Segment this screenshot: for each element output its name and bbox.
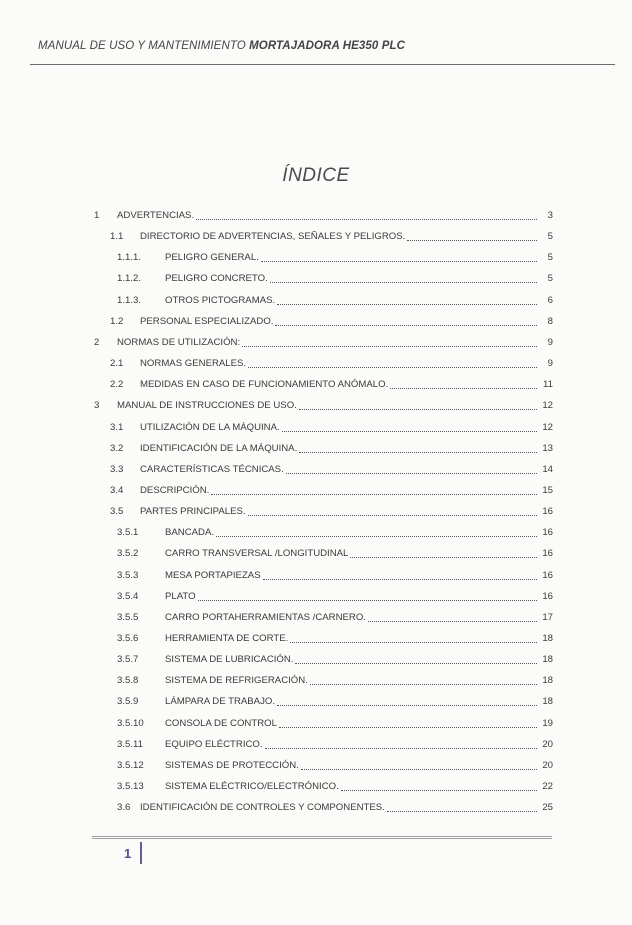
toc-label: SISTEMA DE REFRIGERACIÓN. (165, 675, 308, 687)
toc-page: 9 (547, 358, 553, 370)
toc-number: 3.4 (110, 484, 124, 496)
toc-leader-dots (261, 252, 537, 262)
toc-page: 16 (542, 569, 553, 581)
toc-leader-dots (299, 400, 537, 410)
toc-label: SISTEMA DE LUBRICACIÓN. (165, 654, 294, 666)
toc-leader-dots (279, 718, 537, 728)
toc-page: 3 (547, 210, 553, 221)
toc-row[interactable] (110, 379, 553, 395)
toc-page: 5 (547, 273, 553, 285)
toc-page: 14 (542, 463, 553, 475)
toc-row[interactable] (110, 463, 553, 480)
toc-number: 3.5.6 (117, 633, 139, 644)
toc-number: 1.1 (110, 231, 124, 243)
toc-row[interactable] (117, 654, 553, 670)
toc-number: 3.5.11 (117, 738, 143, 750)
toc-label: NORMAS DE UTILIZACIÓN: (117, 336, 241, 348)
document-header (38, 40, 598, 52)
toc-row[interactable] (110, 506, 553, 522)
toc-number: 3.5.3 (117, 569, 139, 581)
toc-page: 25 (542, 802, 553, 814)
toc-row[interactable] (94, 210, 553, 226)
toc-number: 3.5.5 (117, 611, 139, 623)
toc-leader-dots (310, 675, 537, 685)
toc-leader-dots (368, 612, 537, 622)
toc-row[interactable] (117, 273, 553, 289)
toc-leader-dots (277, 295, 537, 305)
toc-row[interactable] (117, 781, 553, 797)
toc-number: 3 (94, 400, 100, 412)
toc-row[interactable] (110, 421, 553, 438)
toc-number: 1.1.1. (117, 252, 142, 264)
toc-leader-dots (407, 231, 537, 241)
toc-leader-dots (341, 781, 537, 791)
toc-number: 3.5.13 (117, 781, 144, 793)
toc-page: 20 (542, 738, 553, 750)
toc-leader-dots (265, 739, 537, 749)
toc-label: LÁMPARA DE TRABAJO. (165, 696, 276, 708)
toc-page: 15 (542, 484, 553, 496)
toc-number: 3.1 (110, 421, 124, 433)
toc-title: ÍNDICE (282, 165, 350, 186)
toc-row[interactable] (117, 717, 553, 734)
toc-row[interactable] (117, 675, 553, 691)
toc-leader-dots (196, 210, 537, 220)
toc-label: NORMAS GENERALES. (140, 358, 247, 370)
toc-leader-dots (242, 337, 537, 347)
toc-number: 3.6 (117, 802, 131, 814)
toc-number: 3.5.8 (117, 675, 139, 687)
toc-leader-dots (198, 591, 537, 601)
toc-label: DESCRIPCIÓN. (140, 484, 210, 496)
toc-label: SISTEMAS DE PROTECCIÓN. (165, 759, 299, 771)
toc-leader-dots (282, 422, 537, 432)
toc-number: 3.2 (110, 442, 124, 454)
toc-row[interactable] (117, 569, 553, 586)
toc-page: 6 (547, 294, 553, 306)
toc-leader-dots (211, 485, 537, 495)
toc-number: 3.5.2 (117, 548, 139, 560)
toc-page: 11 (543, 379, 553, 391)
toc-number: 1.1.2. (117, 273, 142, 285)
toc-row[interactable] (117, 252, 553, 268)
toc-number: 3.5.7 (117, 654, 139, 666)
toc-leader-dots (248, 358, 537, 368)
toc-number: 3.5 (110, 506, 124, 518)
toc-number: 3.5.10 (117, 717, 144, 729)
toc-row[interactable] (117, 633, 553, 649)
header-prefix: MANUAL DE USO Y MANTENIMIENTO (38, 40, 250, 52)
toc-page: 17 (542, 611, 553, 623)
page-number-bar (140, 842, 142, 864)
toc-page: 16 (542, 548, 553, 560)
toc-page: 19 (542, 717, 553, 729)
toc-row[interactable] (110, 484, 553, 501)
toc-page: 18 (542, 675, 553, 687)
toc-label: BANCADA. (165, 527, 215, 539)
toc-row[interactable] (117, 548, 553, 564)
toc-page: 13 (542, 442, 553, 454)
toc-number: 2 (94, 336, 100, 348)
toc-row[interactable] (110, 442, 553, 459)
toc-row[interactable] (110, 315, 553, 332)
toc-label: MANUAL DE INSTRUCCIONES DE USO. (117, 400, 297, 412)
toc-page: 5 (547, 252, 553, 264)
toc-label: EQUIPO ELÉCTRICO. (165, 738, 263, 750)
toc-page: 9 (547, 336, 553, 348)
footer-rule (92, 836, 552, 839)
toc-leader-dots (387, 802, 537, 812)
toc-page: 12 (542, 400, 553, 412)
toc-number: 1 (94, 210, 100, 221)
toc-row[interactable] (117, 527, 553, 543)
toc-label: CONSOLA DE CONTROL (165, 717, 277, 729)
toc-row[interactable] (117, 294, 553, 311)
toc-row[interactable] (110, 358, 553, 374)
toc-row[interactable] (94, 400, 553, 416)
toc-label: MESA PORTAPIEZAS (165, 569, 261, 581)
toc-number: 2.1 (110, 358, 124, 370)
toc-number: 3.5.12 (117, 759, 144, 771)
toc-row[interactable] (110, 231, 553, 247)
toc-number: 3.3 (110, 463, 124, 475)
toc-number: 1.1.3. (117, 294, 142, 306)
toc-number: 2.2 (110, 379, 124, 391)
toc-label: MEDIDAS EN CASO DE FUNCIONAMIENTO ANÓMALO. (140, 379, 389, 391)
toc-label: PLATO (165, 590, 196, 602)
toc-label: PELIGRO CONCRETO. (165, 273, 268, 285)
toc-label: CARACTERÍSTICAS TÉCNICAS. (140, 463, 284, 475)
toc-number: 1.2 (110, 315, 124, 327)
header-rule (30, 64, 615, 65)
page-number: 1 (124, 846, 132, 861)
toc-row[interactable] (117, 590, 553, 607)
toc-leader-dots (248, 506, 537, 516)
toc-row[interactable] (94, 336, 553, 353)
toc-label: CARRO TRANSVERSAL /LONGITUDINAL (165, 548, 349, 560)
toc-label: IDENTIFICACIÓN DE LA MÁQUINA. (140, 442, 298, 454)
toc-label: CARRO PORTAHERRAMIENTAS /CARNERO. (165, 611, 366, 623)
toc-page: 16 (542, 506, 553, 518)
toc-label: OTROS PICTOGRAMAS. (165, 294, 276, 306)
toc-label: PERSONAL ESPECIALIZADO. (140, 315, 274, 327)
toc-leader-dots (390, 379, 537, 389)
toc-row[interactable] (117, 802, 553, 818)
toc-leader-dots (299, 443, 537, 453)
toc-label: ADVERTENCIAS. (117, 210, 195, 221)
toc-leader-dots (350, 548, 537, 558)
toc-page: 5 (547, 231, 553, 243)
toc-leader-dots (301, 760, 537, 770)
toc-leader-dots (286, 464, 537, 474)
toc-page: 20 (542, 759, 553, 771)
toc-label: UTILIZACIÓN DE LA MÁQUINA. (140, 421, 280, 433)
toc-page: 8 (547, 315, 553, 327)
toc-label: PELIGRO GENERAL. (165, 252, 259, 264)
toc-page: 16 (542, 527, 553, 539)
toc-leader-dots (290, 633, 537, 643)
toc-label: DIRECTORIO DE ADVERTENCIAS, SEÑALES Y PELIGROS. (140, 231, 406, 243)
toc-number: 3.5.4 (117, 590, 139, 602)
toc-leader-dots (295, 654, 537, 664)
toc-number: 3.5.9 (117, 696, 139, 708)
toc-page: 18 (542, 696, 553, 708)
toc-page: 16 (542, 590, 553, 602)
toc-number: 3.5.1 (117, 527, 139, 539)
toc-row[interactable] (117, 759, 553, 776)
toc-row[interactable] (117, 611, 553, 628)
toc-leader-dots (277, 696, 537, 706)
toc-label: SISTEMA ELÉCTRICO/ELECTRÓNICO. (165, 781, 339, 793)
toc-leader-dots (275, 316, 537, 326)
toc-page: 18 (542, 654, 553, 666)
toc-page: 12 (542, 421, 553, 433)
toc-leader-dots (270, 273, 537, 283)
toc-page: 22 (542, 781, 553, 793)
toc-leader-dots (216, 527, 537, 537)
toc-row[interactable] (117, 738, 553, 755)
toc-label: IDENTIFICACIÓN DE CONTROLES Y COMPONENTES. (140, 802, 385, 814)
toc-leader-dots (263, 570, 537, 580)
toc-label: HERRAMIENTA DE CORTE. (165, 633, 289, 644)
toc-label: PARTES PRINCIPALES. (140, 506, 246, 518)
toc-row[interactable] (117, 696, 553, 712)
header-model: MORTAJADORA HE350 PLC (249, 40, 405, 52)
toc-page: 18 (542, 633, 553, 644)
